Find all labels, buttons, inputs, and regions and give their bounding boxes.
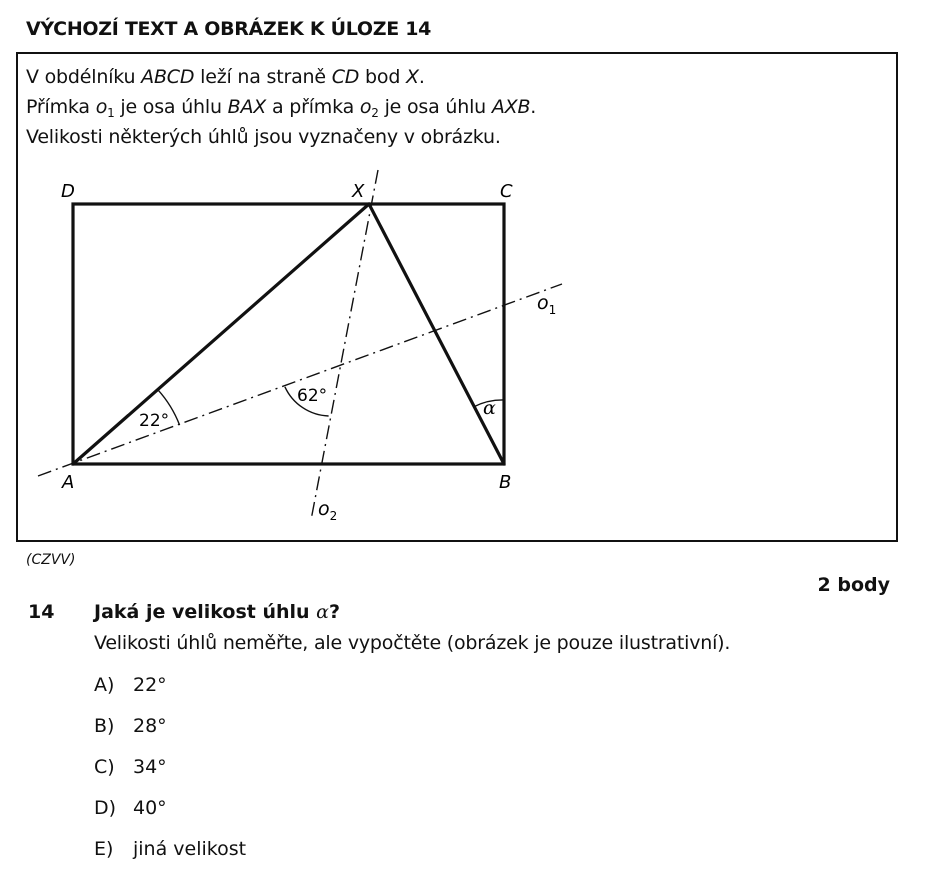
text-run: je osa úhlu: [114, 96, 228, 118]
option-a[interactable]: [94, 674, 167, 696]
text-run: je osa úhlu: [378, 96, 492, 118]
italic-text: X: [406, 66, 419, 88]
points-badge: 2 body: [817, 574, 890, 596]
question-note: Velikosti úhlů neměřte, ale vypočtěte (obrázek je pouze ilustrativní).: [94, 632, 731, 654]
option-e[interactable]: [94, 838, 246, 860]
label-vertex-d: D: [61, 181, 75, 202]
segment-ax: [73, 204, 369, 464]
label-line-o1: $o_1$: [537, 292, 557, 317]
rectangle-abcd: [73, 204, 504, 464]
subscript: 1: [107, 106, 115, 120]
italic-text: CD: [331, 66, 360, 88]
option-letter: E): [94, 838, 114, 860]
bisector-o1: [38, 284, 562, 476]
italic-text: BAX: [227, 96, 267, 118]
question-number: 14: [28, 601, 55, 623]
text-run: leží na straně: [194, 66, 332, 88]
label-angle-62: 62°: [297, 386, 328, 406]
label-vertex-c: C: [500, 181, 513, 202]
option-text: jiná velikost: [133, 838, 247, 860]
option-text: 22°: [133, 674, 167, 696]
segment-xb: [369, 204, 504, 464]
option-letter: D): [94, 797, 117, 819]
option-letter: A): [94, 674, 115, 696]
text-run: bod: [359, 66, 407, 88]
label-angle-alpha: α: [483, 397, 496, 419]
text-run: a přímka: [266, 96, 360, 118]
subscript: 2: [371, 106, 379, 120]
italic-text: ABCD: [141, 66, 195, 88]
text-run: .: [530, 96, 537, 118]
bisector-o2: [311, 170, 378, 520]
italic-text: o: [95, 96, 108, 118]
option-letter: B): [94, 715, 115, 737]
option-text: 40°: [133, 797, 167, 819]
label-vertex-a: A: [62, 472, 75, 493]
text-run: Přímka: [26, 96, 96, 118]
section-heading: VÝCHOZÍ TEXT A OBRÁZEK K ÚLOZE 14: [26, 18, 432, 40]
label-point-x: X: [352, 181, 365, 202]
option-text: 34°: [133, 756, 167, 778]
question-title: Jaká je velikost úhlu α?: [94, 601, 341, 623]
italic-text: AXB: [491, 96, 531, 118]
source-note: (CZVV): [26, 552, 76, 568]
label-vertex-b: B: [499, 472, 512, 493]
text-run: Velikosti některých úhlů jsou vyznačeny v obrázku.: [26, 126, 501, 148]
label-angle-22: 22°: [139, 411, 170, 431]
label-line-o2: $o_2$: [318, 498, 338, 523]
option-letter: C): [94, 756, 115, 778]
option-d[interactable]: [94, 797, 167, 819]
text-run: V obdélníku: [26, 66, 142, 88]
option-b[interactable]: [94, 715, 167, 737]
text-run: .: [418, 66, 425, 88]
option-text: 28°: [133, 715, 167, 737]
option-c[interactable]: [94, 756, 167, 778]
alpha-symbol: α: [316, 601, 330, 623]
italic-text: o: [359, 96, 372, 118]
